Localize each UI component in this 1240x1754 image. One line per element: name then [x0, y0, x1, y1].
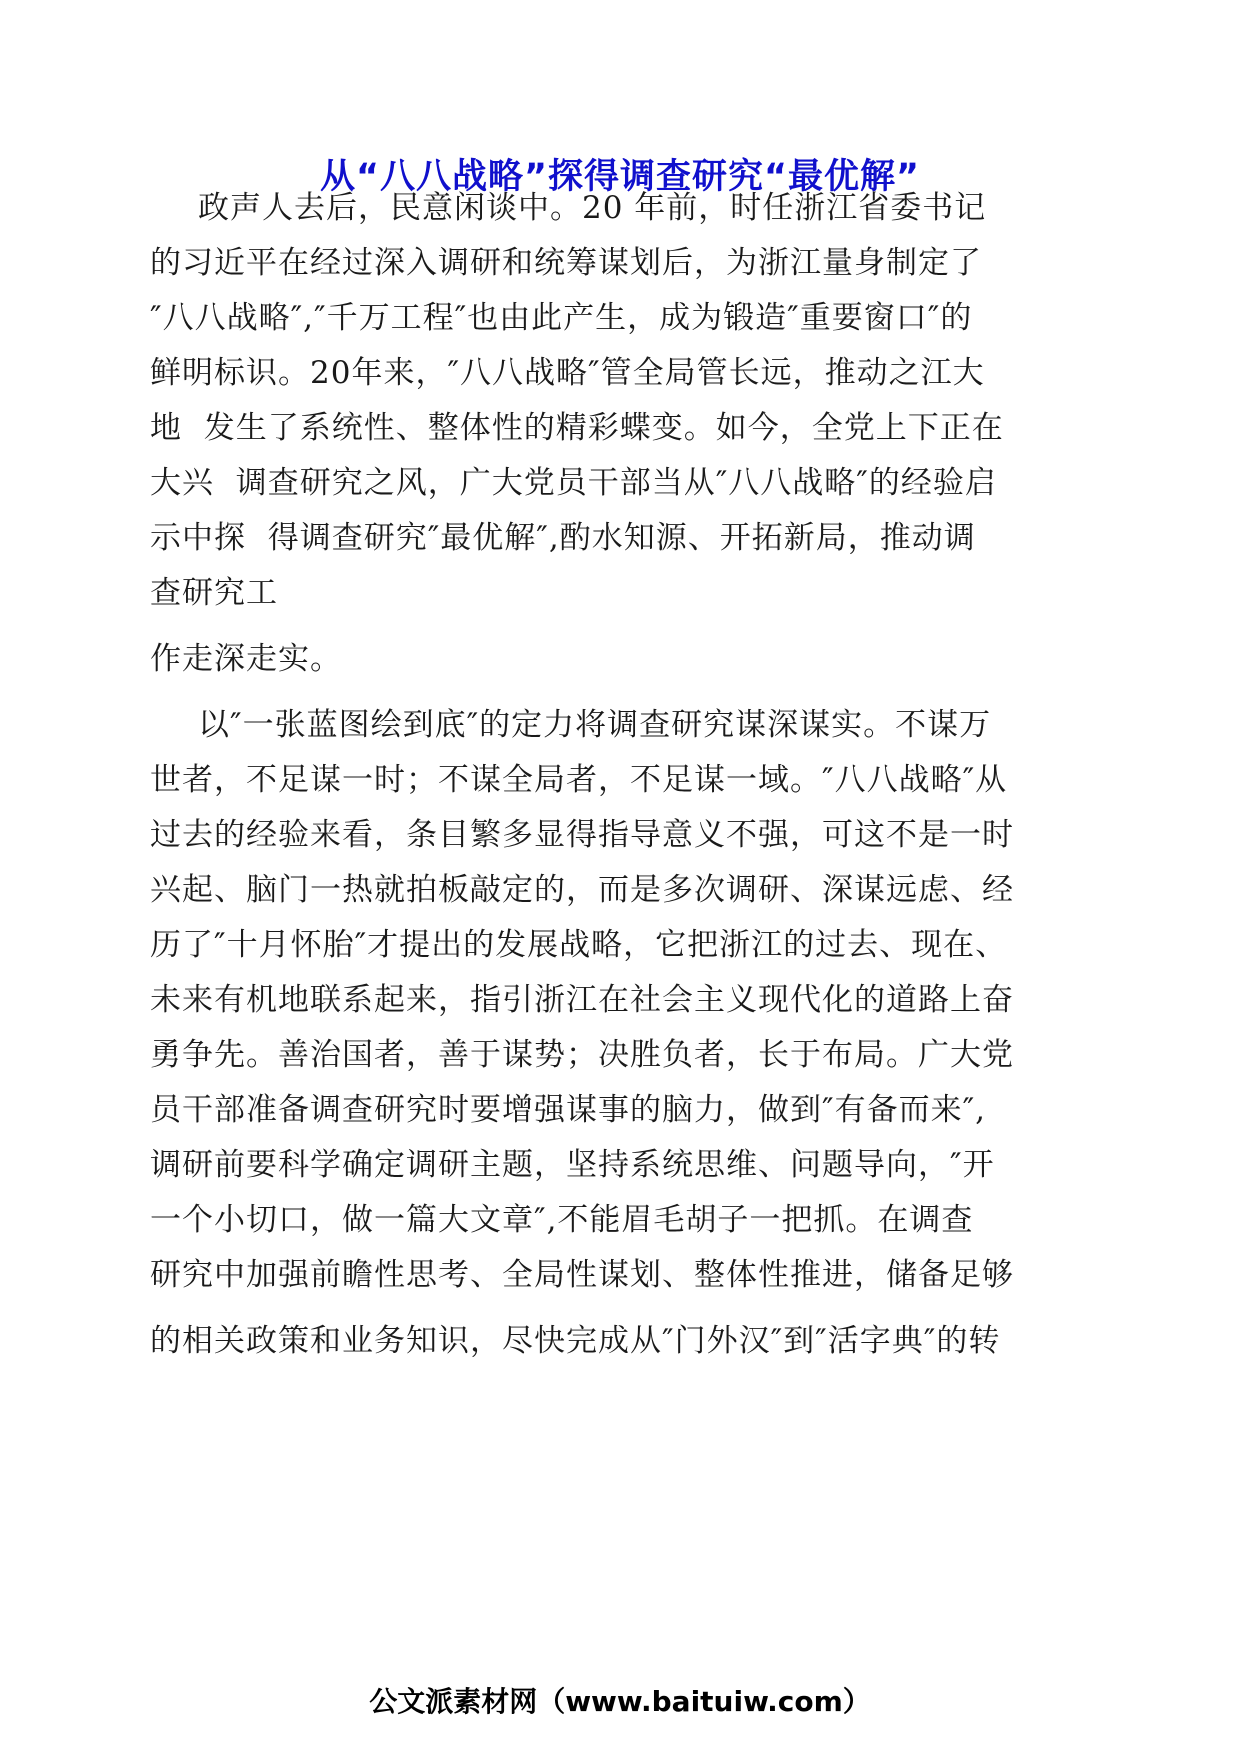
paragraph-2-line-11: 研究中加强前瞻性思考、全局性谋划、整体性推进，储备足够	[150, 1257, 1014, 1293]
paragraph-1-line-8: 查研究工	[150, 575, 278, 611]
paragraph-2-line-1: 以″一张蓝图绘到底″的定力将调查研究谋深谋实。不谋万	[198, 707, 992, 743]
paragraph-1-line-6: 大兴 调查研究之风，广大党员干部当从″八八战略″的经验启	[150, 465, 997, 501]
paragraph-2-line-6: 未来有机地联系起来，指引浙江在社会主义现代化的道路上奋	[150, 982, 1014, 1018]
paragraph-2-line-8: 员干部准备调查研究时要增强谋事的脑力，做到″有备而来″,	[150, 1092, 987, 1128]
paragraph-1-line-4: 鲜明标识。20年来，″八八战略″管全局管长远，推动之江大	[150, 355, 985, 391]
paragraph-2-line-4: 兴起、脑门一热就拍板敲定的，而是多次调研、深谋远虑、经	[150, 872, 1014, 908]
paragraph-1-line-7: 示中探 得调查研究″最优解″,酌水知源、开拓新局，推动调	[150, 520, 976, 556]
paragraph-2-line-9: 调研前要科学确定调研主题，坚持系统思维、问题导向，″开	[150, 1147, 995, 1183]
document-title: 从“八八战略”探得调查研究“最优解”	[319, 157, 920, 197]
paragraph-1-line-1: 政声人去后，民意闲谈中。20 年前，时任浙江省委书记	[198, 190, 987, 226]
paragraph-2-line-10: 一个小切口，做一篇大文章″,不能眉毛胡子一把抓。在调查	[150, 1202, 974, 1238]
paragraph-2-line-7: 勇争先。善治国者，善于谋势；决胜负者，长于布局。广大党	[150, 1037, 1014, 1073]
paragraph-2-line-12: 的相关政策和业务知识，尽快完成从″门外汉″到″活字典″的转	[150, 1323, 1001, 1359]
paragraph-1-tail: 作走深走实。	[150, 641, 342, 677]
paragraph-1-line-3: ″八八战略″,″千万工程″也由此产生，成为锻造″重要窗口″的	[150, 300, 973, 336]
paragraph-2-line-2: 世者，不足谋一时；不谋全局者，不足谋一域。″八八战略″从	[150, 762, 1008, 798]
paragraph-1-line-5: 地 发生了系统性、整体性的精彩蝶变。如今，全党上下正在	[150, 410, 1004, 446]
footer-source: 公文派素材网（www.baituiw.com）	[369, 1685, 871, 1718]
paragraph-2-line-3: 过去的经验来看，条目繁多显得指导意义不强，可这不是一时	[150, 817, 1014, 853]
paragraph-2-line-5: 历了″十月怀胎″才提出的发展战略，它把浙江的过去、现在、	[150, 927, 1008, 963]
paragraph-1-line-2: 的习近平在经过深入调研和统筹谋划后，为浙江量身制定了	[150, 245, 982, 281]
